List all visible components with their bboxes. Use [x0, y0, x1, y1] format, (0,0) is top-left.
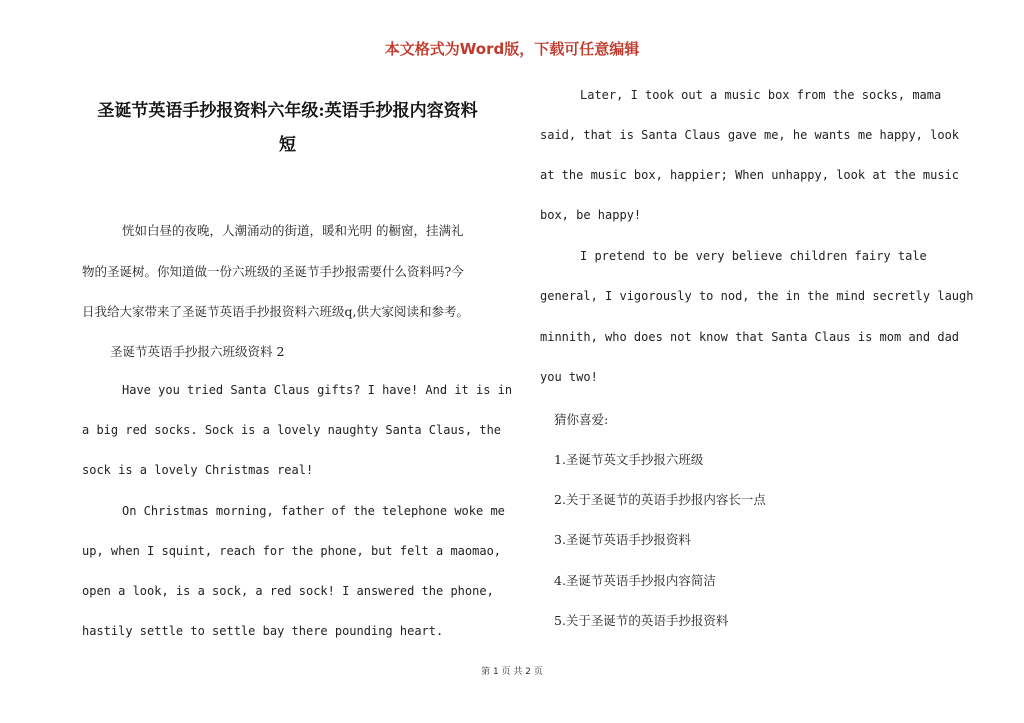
guess-you-like-label: 猜你喜爱:: [554, 412, 609, 427]
rpara2-line-2: general, I vigorously to nod, the in the mind secretly laugh: [540, 289, 974, 303]
rpara1-line-4: box, be happy!: [540, 208, 642, 222]
download-banner: 本文格式为Word版，下载可任意编辑: [384, 40, 640, 58]
rpara2-line-4: you two!: [540, 370, 598, 384]
right-column: [540, 0, 974, 723]
rpara2-line-1: I pretend to be very believe children fairy tale: [580, 249, 927, 263]
page-number: 第 1 页 共 2 页: [481, 667, 543, 677]
title-line-1: 圣诞节英语手抄报资料六年级:英语手抄报内容资料: [97, 101, 478, 121]
para1-line-1: Have you tried Santa Claus gifts? I have! And it is in: [122, 383, 513, 397]
para1-line-3: sock is a lovely Christmas real!: [82, 463, 314, 477]
title-line-2: 短: [279, 135, 296, 155]
intro-line-1: 恍如白昼的夜晚，人潮涌动的街道，暖和光明 的橱窗，挂满礼: [122, 223, 464, 238]
related-link-3[interactable]: 3.圣诞节英语手抄报资料: [554, 532, 691, 547]
related-link-5[interactable]: 5.关于圣诞节的英语手抄报资料: [554, 613, 729, 628]
para2-line-1: On Christmas morning, father of the telephone woke me: [122, 504, 505, 518]
rpara1-line-2: said, that is Santa Claus gave me, he wants me happy, look: [540, 128, 960, 142]
related-link-4[interactable]: 4.圣诞节英语手抄报内容简洁: [554, 573, 716, 588]
rpara1-line-3: at the music box, happier; When unhappy, look at the music: [540, 168, 960, 182]
left-column: [82, 0, 512, 723]
para1-line-2: a big red socks. Sock is a lovely naughty Santa Claus, the: [82, 423, 502, 437]
para2-line-4: hastily settle to settle bay there pounding heart.: [82, 624, 444, 638]
intro-line-2: 物的圣诞树。你知道做一份六班级的圣诞节手抄报需要什么资料吗?今: [82, 264, 464, 279]
related-link-1[interactable]: 1.圣诞节英文手抄报六班级: [554, 452, 704, 467]
rpara1-line-1: Later, I took out a music box from the socks, mama: [580, 88, 942, 102]
intro-line-3: 日我给大家带来了圣诞节英语手抄报资料六班级q,供大家阅读和参考。: [82, 304, 469, 319]
rpara2-line-3: minnith, who does not know that Santa Claus is mom and dad: [540, 330, 960, 344]
section-subheading: 圣诞节英语手抄报六班级资料 2: [110, 344, 285, 359]
para2-line-2: up, when I squint, reach for the phone, but felt a maomao,: [82, 544, 502, 558]
related-link-2[interactable]: 2.关于圣诞节的英语手抄报内容长一点: [554, 492, 766, 507]
para2-line-3: open a look, is a sock, a red sock! I answered the phone,: [82, 584, 494, 598]
